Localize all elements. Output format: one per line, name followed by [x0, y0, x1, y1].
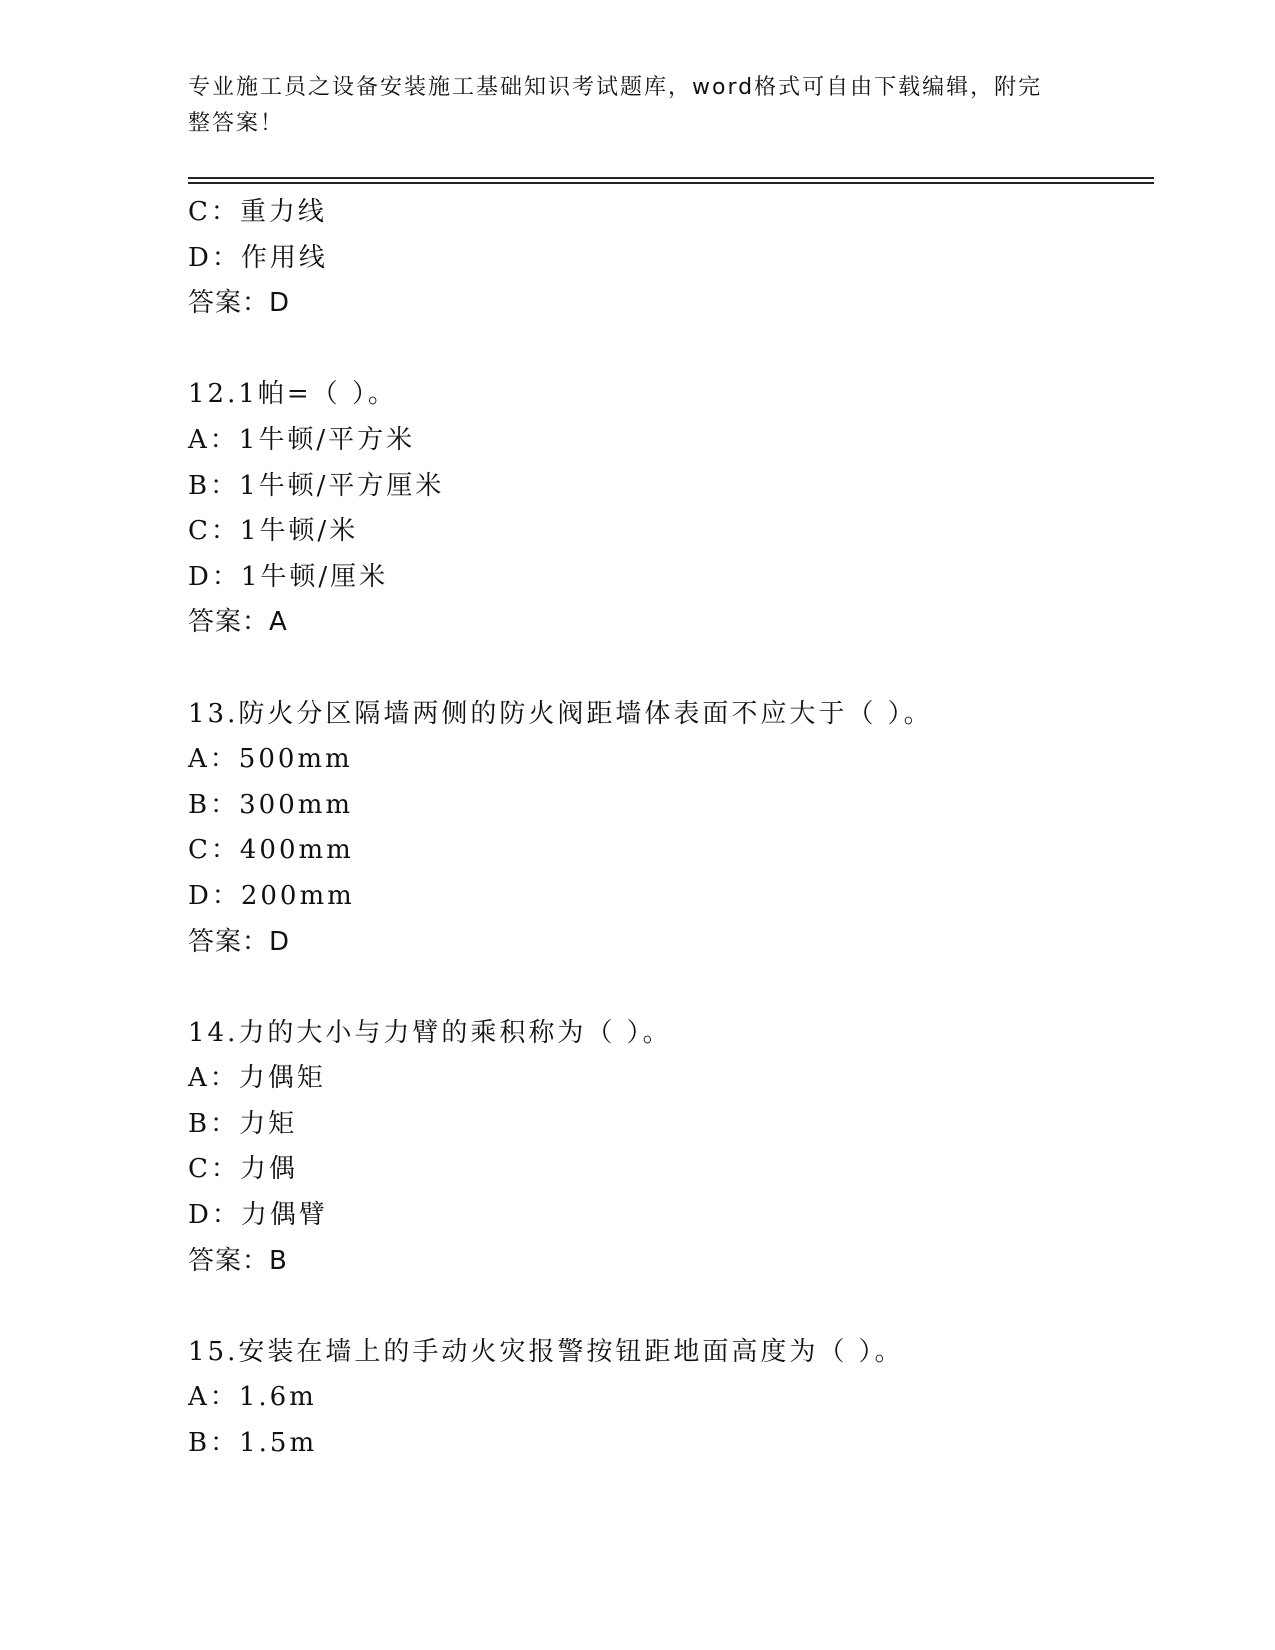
answer-line: 答案：D	[188, 288, 291, 319]
option-d: D：作用线	[188, 242, 328, 273]
question-stem: 15.安装在墙上的手动火灾报警按钮距地面高度为（ ）。	[188, 1336, 904, 1367]
option-c: C：400mm	[188, 835, 354, 866]
spacer	[188, 646, 1148, 692]
option-d: D：力偶臂	[188, 1200, 328, 1231]
option-b: B：1.5m	[188, 1428, 318, 1459]
header-divider-bottom	[188, 182, 1154, 184]
option-a: A：1牛顿/平方米	[188, 424, 416, 455]
header-line-1: 专业施工员之设备安装施工基础知识考试题库，word格式可自由下载编辑，附完	[188, 75, 1043, 100]
question-stem: 12.1帕=（ ）。	[188, 379, 397, 410]
option-a: A：力偶矩	[188, 1063, 326, 1094]
answer-line: 答案：D	[188, 926, 291, 957]
header-line-2: 整答案！	[188, 111, 285, 136]
option-d: D：1牛顿/厘米	[188, 561, 389, 592]
option-b: B：1牛顿/平方厘米	[188, 470, 445, 501]
question-stem: 13.防火分区隔墙两侧的防火阀距墙体表面不应大于（ ）。	[188, 698, 933, 729]
spacer	[188, 965, 1148, 1011]
option-b: B：力矩	[188, 1108, 298, 1139]
question-15	[188, 1330, 1148, 1467]
option-c: C：力偶	[188, 1154, 298, 1185]
question-11-continued	[188, 190, 1148, 327]
option-d: D：200mm	[188, 880, 355, 911]
option-a: A：1.6m	[188, 1382, 317, 1413]
spacer	[188, 327, 1148, 373]
option-a: A：500mm	[188, 744, 353, 775]
answer-line: 答案：A	[188, 607, 288, 638]
option-c: C：1牛顿/米	[188, 516, 359, 547]
question-list	[188, 190, 1148, 1467]
option-c: C：重力线	[188, 197, 327, 227]
question-14	[188, 1011, 1148, 1285]
document-header	[188, 70, 1068, 142]
question-13	[188, 692, 1148, 966]
question-stem: 14.力的大小与力臂的乘积称为（ ）。	[188, 1017, 672, 1048]
answer-line: 答案：B	[188, 1245, 288, 1276]
option-b: B：300mm	[188, 789, 354, 820]
spacer	[188, 1284, 1148, 1330]
question-12	[188, 372, 1148, 646]
header-divider-top	[188, 177, 1154, 179]
